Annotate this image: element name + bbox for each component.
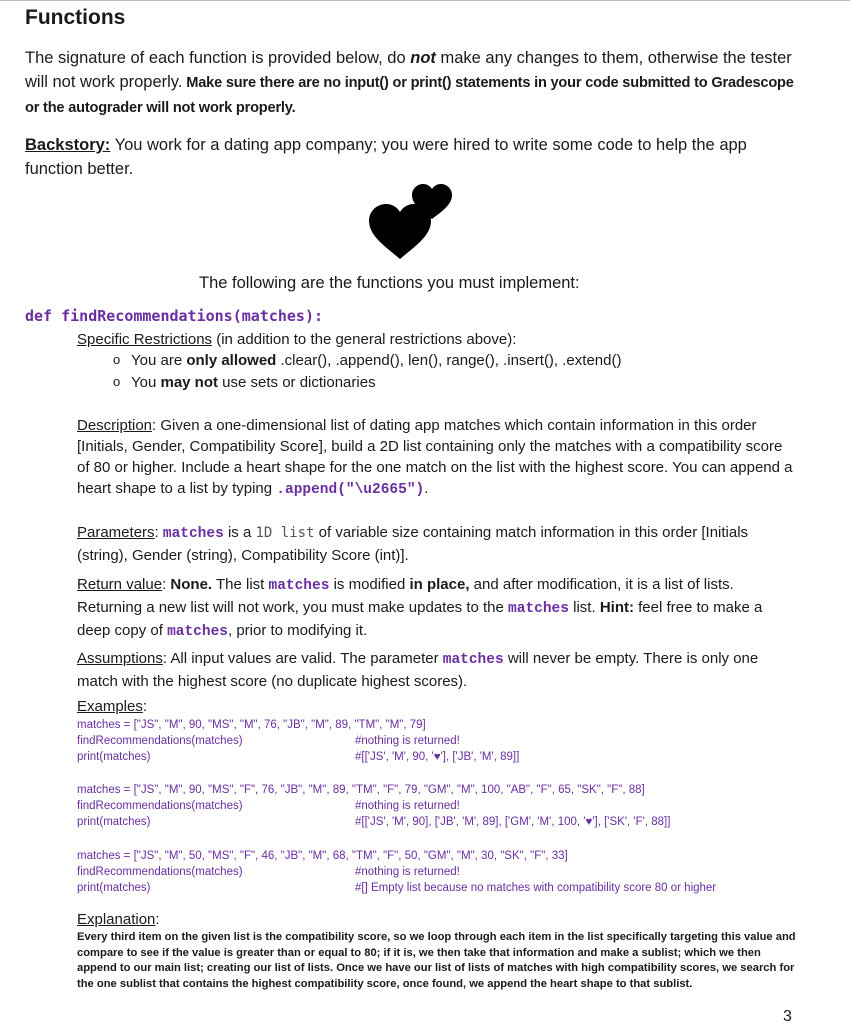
example-1-line-3: print(matches) [77, 751, 151, 763]
return-value-label: Return value [77, 576, 163, 593]
rv-bold1: None. [170, 576, 213, 593]
restriction-2-pre: You [131, 374, 161, 391]
examples-heading [77, 696, 147, 717]
rv-code1: matches [268, 578, 330, 594]
restrictions-heading [77, 329, 817, 350]
description-text: : Given a one-dimensional list of dating app matches which contain information in this order [Initials, Gender, Compatibility Score], build a 2D list containing only the matches with a compatibility score of 80 or higher. Include a heart shape for the one match on the list with the highest score. You can append a heart shape to a list by typing [77, 417, 793, 497]
backstory-text: You work for a dating app company; you were hired to write some code to help the app function better. [25, 136, 747, 178]
functions-intro: The following are the functions you must implement: [199, 274, 580, 292]
description-code: .append("\u2665") [276, 482, 425, 498]
restriction-1-bold: only allowed [186, 352, 277, 369]
rv-t2: is modified [329, 576, 410, 593]
explanation-heading [77, 909, 160, 930]
example-2-line-2: findRecommendations(matches) [77, 800, 243, 812]
rv-t6: , prior to modifying it. [228, 622, 368, 639]
example-3-line-2: findRecommendations(matches) [77, 866, 243, 878]
restriction-1-post: .clear(), .append(), len(), range(), .insert(), .extend() [276, 352, 622, 369]
restriction-item-2 [131, 372, 821, 393]
example-1-line-2: findRecommendations(matches) [77, 735, 243, 747]
intro-text-1: The signature of each function is provided below, do [25, 49, 411, 67]
parameters-t2: of variable size containing match information in this order [Initials (string), Gender (string), Compatibility Score (int)]. [77, 524, 749, 564]
examples-colon: : [142, 698, 148, 715]
section-heading: Functions [25, 6, 126, 29]
rv-code2: matches [508, 601, 569, 617]
return-value-paragraph [77, 574, 797, 643]
backstory-label: Backstory: [25, 136, 111, 154]
assumptions-paragraph [77, 648, 797, 692]
parameters-paragraph [77, 522, 797, 566]
rv-t4: list. [568, 599, 600, 616]
rv-colon: : [162, 576, 171, 593]
parameters-code: matches [162, 526, 224, 542]
heart-large-icon [369, 204, 431, 259]
explanation-colon: : [155, 911, 160, 928]
intro-bold-not: not [410, 49, 436, 67]
rv-code3: matches [167, 624, 228, 640]
intro-paragraph [25, 46, 805, 120]
example-3-line-3: print(matches) [77, 882, 151, 894]
example-1-comment-2: #nothing is returned! [355, 735, 460, 747]
assumptions-label: Assumptions [77, 650, 163, 667]
example-2-line-3: print(matches) [77, 816, 151, 828]
restriction-1-pre: You are [131, 352, 187, 369]
explanation-label: Explanation [77, 911, 156, 928]
intro-text-2: make any changes to them, otherwise the tester will not work properly. [25, 49, 792, 91]
example-3-comment-2: #nothing is returned! [355, 866, 460, 878]
parameters-colon: : [154, 524, 163, 541]
rv-bold3: Hint: [599, 599, 634, 616]
parameters-t1: is a [223, 524, 256, 541]
example-2-comment-2: #nothing is returned! [355, 800, 460, 812]
restriction-2-post: use sets or dictionaries [218, 374, 376, 391]
rv-t5: feel free to make a deep copy of [77, 599, 763, 639]
assumptions-t1: : All input values are valid. The parameter [162, 650, 443, 667]
page-number: 3 [783, 1008, 792, 1025]
parameters-mono: 1D list [255, 525, 315, 541]
restriction-item-1 [131, 350, 821, 371]
example-3-line-1: matches = ["JS", "M", 50, "MS", "F", 46, "JB", "M", 68, "TM", "F", 50, "GM", "M", 30, "SK", "F", 33] [77, 850, 568, 862]
example-2-comment-3: #[['JS', 'M', 90], ['JB', 'M', 89], ['GM', 'M', 100, '♥'], ['SK', 'F', 88]] [355, 816, 671, 828]
example-1-line-1: matches = ["JS", "M", 90, "MS", "M", 76, "JB", "M", 89, "TM", "M", 79] [77, 719, 426, 731]
rv-t3: and after modification, it is a list of lists. Returning a new list will not work, you must make updates to the [77, 576, 734, 616]
hearts-icon [366, 180, 456, 262]
parameters-label: Parameters [77, 524, 155, 541]
example-1-comment-3: #[['JS', 'M', 90, '♥'], ['JB', 'M', 89]] [355, 751, 520, 763]
assumptions-code: matches [442, 652, 504, 668]
rv-t1: The list [212, 576, 269, 593]
restrictions-label: Specific Restrictions [77, 331, 213, 348]
intro-note: Make sure there are no input() or print() statements in your code submitted to Gradescope or the autograder will not work properly. [25, 75, 794, 116]
explanation-text: Every third item on the given list is the compatibility score, so we loop through each item in the list specifically targeting this value and compare to see if the value is greater than or equal to 80; if it is, we then take that information and make a sublist; which we then append to our main list; creating our list of lists. Once we have our list of lists of matches with high compatibility scores, we search for the one sublist that contains the highest compatibility score, once found, we append the heart shape to that sublist. [77, 931, 796, 990]
restrictions-suffix: (in addition to the general restrictions above): [212, 331, 517, 348]
assumptions-t2: will never be empty. There is only one match with the highest score (no duplicate highest scores). [77, 650, 759, 690]
example-3-comment-3: #[] Empty list because no matches with compatibility score 80 or higher [355, 882, 717, 894]
examples-label: Examples [77, 698, 143, 715]
bullet-icon: o [113, 374, 121, 389]
backstory-paragraph [25, 133, 805, 181]
rv-bold2: in place, [409, 576, 470, 593]
description-paragraph [77, 415, 797, 501]
bullet-icon: o [113, 352, 121, 367]
restriction-2-bold: may not [160, 374, 218, 391]
description-label: Description [77, 417, 153, 434]
description-end: . [424, 480, 429, 497]
example-2-line-1: matches = ["JS", "M", 90, "MS", "F", 76, "JB", "M", 89, "TM", "F", 79, "GM", "M", 100, "AB", "F", 65, "SK", "F", 88] [77, 784, 645, 796]
function-signature: def findRecommendations(matches): [25, 307, 324, 325]
top-divider [0, 0, 850, 1]
